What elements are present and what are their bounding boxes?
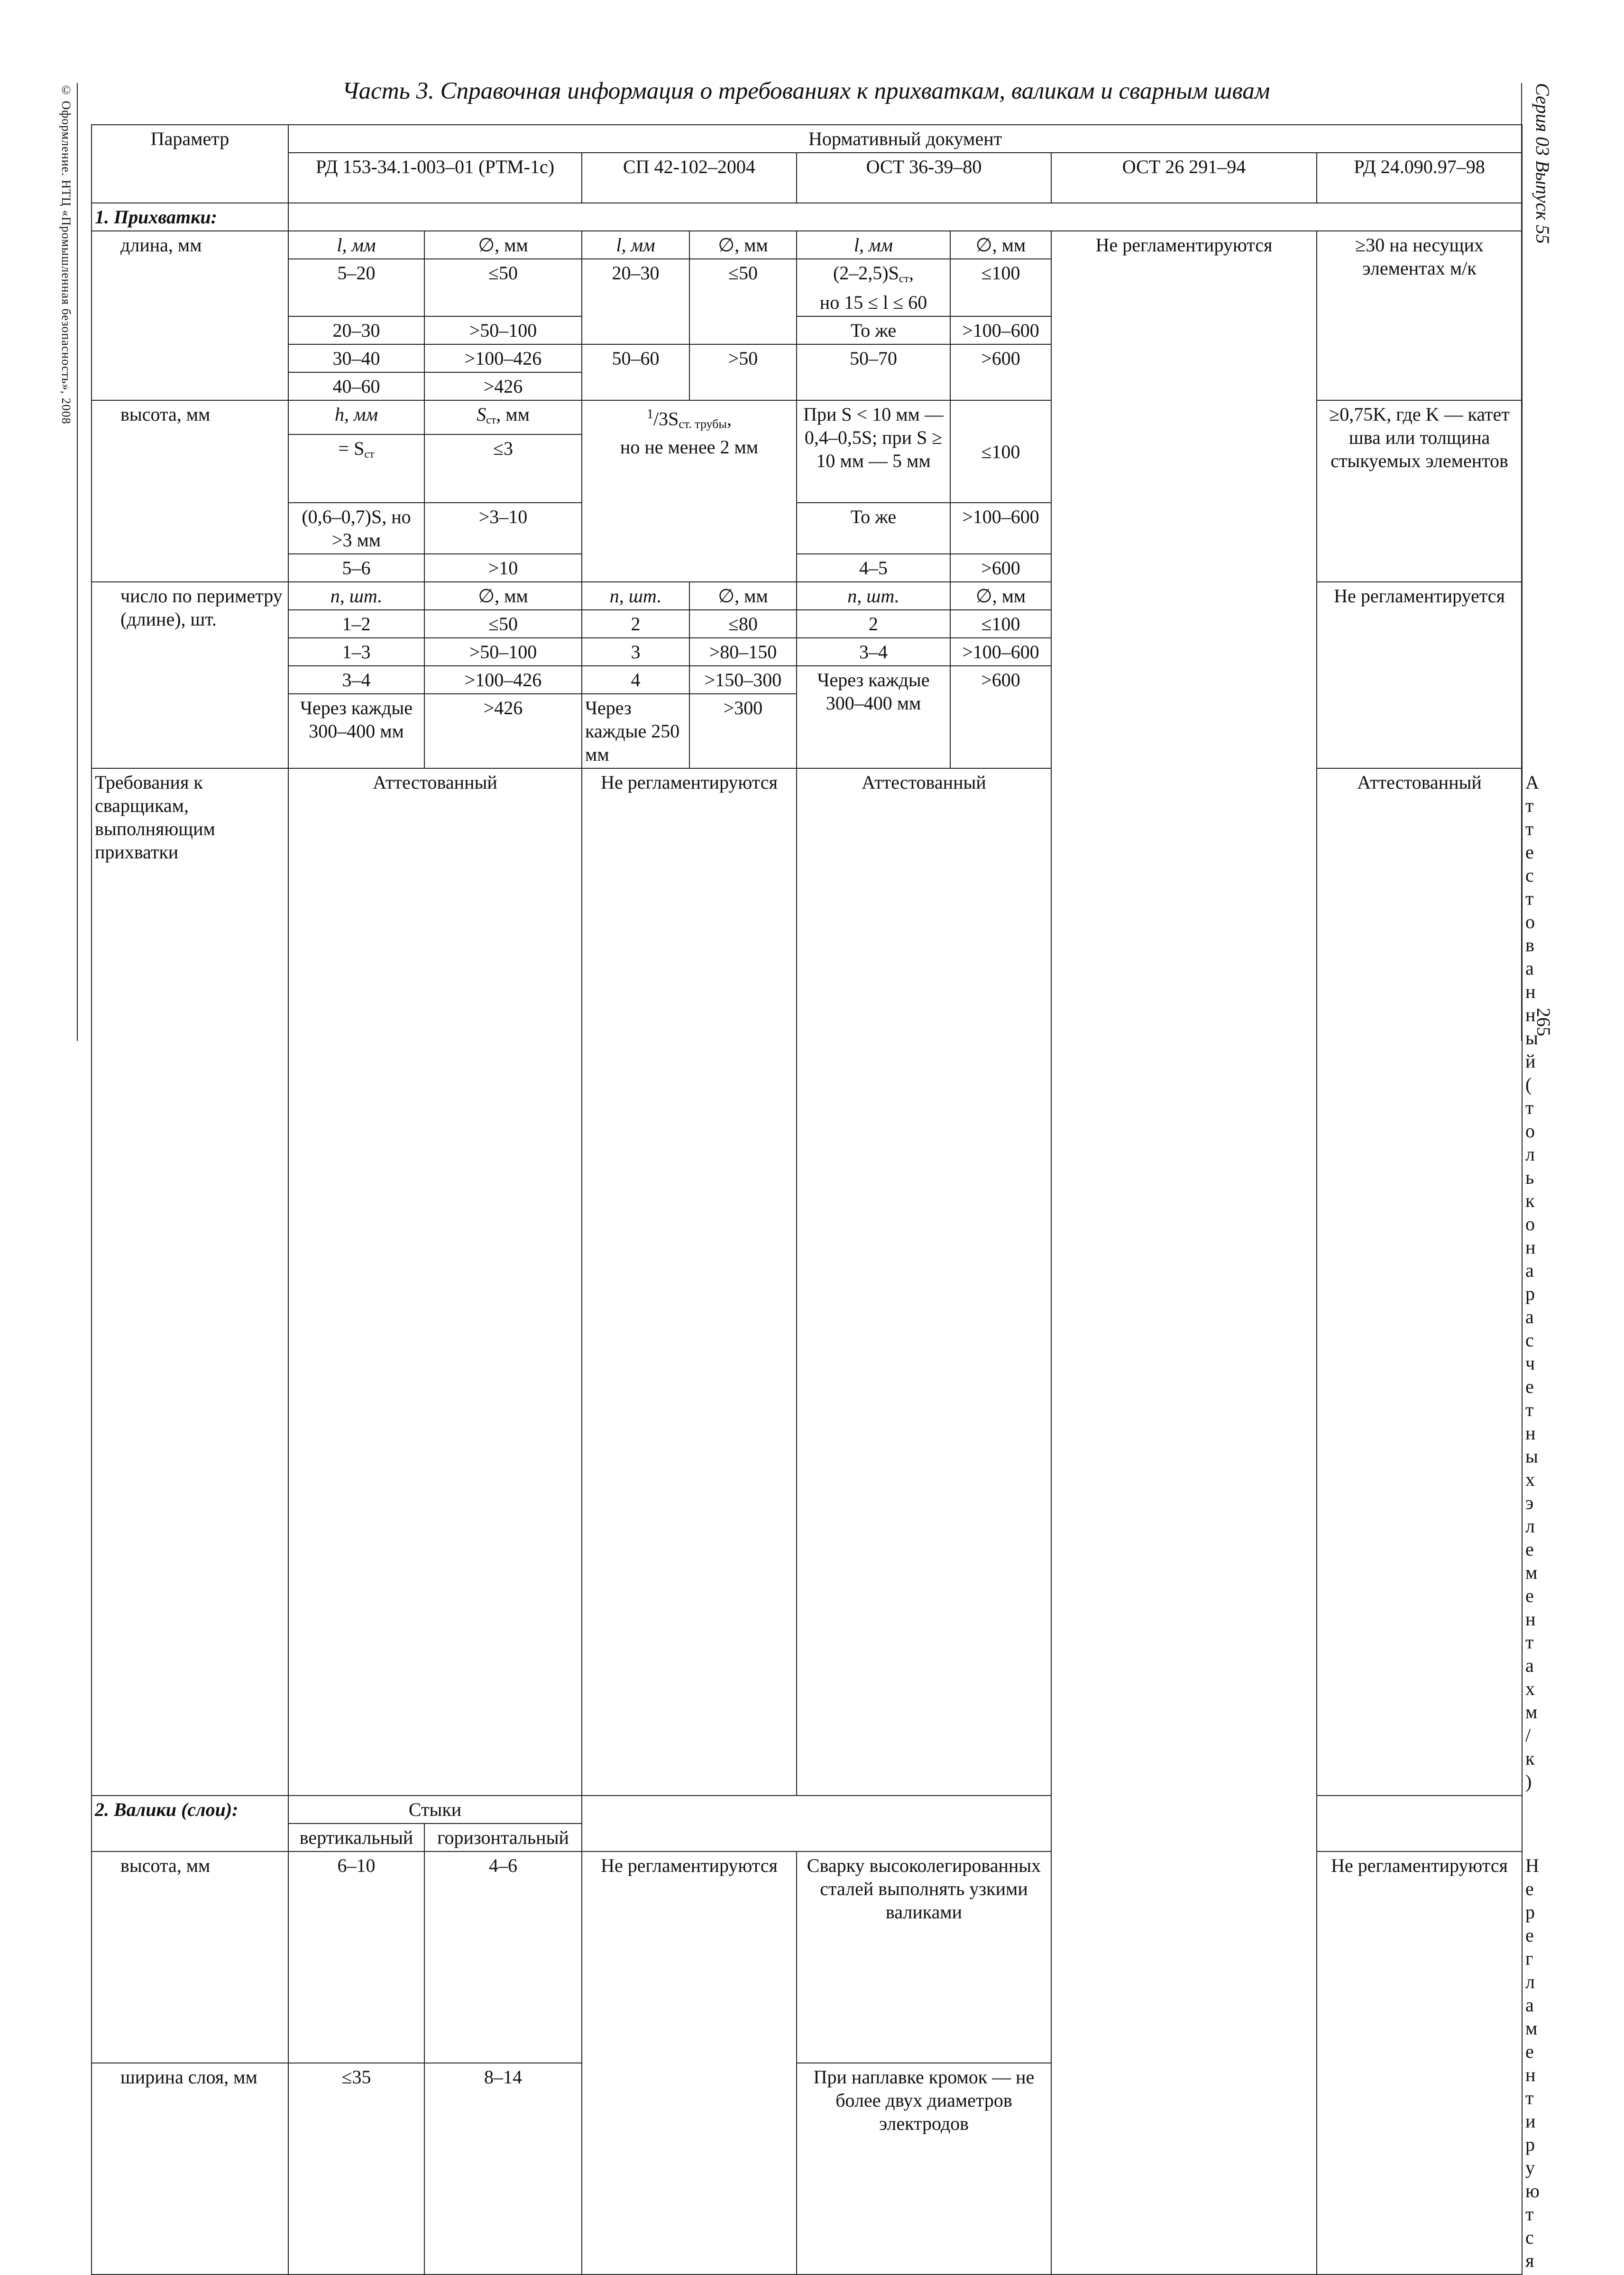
rd-length-l-header: l, мм [288, 231, 424, 259]
joints-vertical: вертикальный [288, 1824, 424, 1851]
rd-count-r1-n: 1–2 [288, 610, 424, 638]
doc-rd153: РД 153-34.1-003–01 (РТМ-1с) [288, 153, 582, 203]
length-label: длина, мм [92, 231, 288, 400]
sp-length-r2-d: >50 [689, 344, 797, 400]
rd-count-r3-n: 3–4 [288, 666, 424, 694]
ost36-height-r3-d: >600 [950, 554, 1051, 582]
ost36-length-r2-d: >100–600 [950, 316, 1051, 344]
ost36-length-l-header: l, мм [797, 231, 950, 259]
ost36-height-r2: То же [797, 503, 950, 554]
rd-height-r2-h: (0,6–0,7)S, но >3 мм [288, 503, 424, 554]
ost36-count-r1-n: 2 [797, 610, 950, 638]
rd-length-r1-d: ≤50 [424, 259, 582, 316]
ost26-bead-cell: Не регламентируются [1317, 1851, 1522, 2275]
sp-count-r1-n: 2 [582, 610, 689, 638]
sp-height-cell: $^1/3S_{ст. трубы}$, но не менее 2 мм [582, 400, 797, 582]
bead-height-horizontal: 4–6 [424, 1851, 582, 2063]
doc-rd24: РД 24.090.97–98 [1317, 153, 1522, 203]
section-1-blank [288, 203, 1522, 231]
ost36-count-n-header: n, шт. [797, 582, 950, 610]
sp-count-r1-d: ≤80 [689, 610, 797, 638]
rd-count-r4-d: >426 [424, 694, 582, 768]
left-margin-rule [77, 83, 78, 1041]
ost36-count-r2-d: >100–600 [950, 638, 1051, 666]
sp-count-r4-n: Через каждые 250 мм [582, 694, 689, 768]
ost36-length-r3-d: >600 [950, 344, 1051, 400]
ost26-welders: Аттестованный [1317, 768, 1522, 1796]
rd-length-r2-l: 20–30 [288, 316, 424, 344]
sp-count-r3-n: 4 [582, 666, 689, 694]
joints-header: Стыки [288, 1796, 582, 1824]
rd-length-r4-l: 40–60 [288, 372, 424, 400]
ost36-height-r2-d: >100–600 [950, 503, 1051, 554]
count-label: число по периметру (длине), шт. [92, 582, 288, 768]
bead-height-label: высота, мм [92, 1851, 288, 2063]
rd-height-r3-h: 5–6 [288, 554, 424, 582]
section-1-title: 1. Прихватки: [92, 203, 288, 231]
rd24-height-cell: ≥0,75K, где K — катет шва или толщина стыкуемых элементов [1317, 400, 1522, 582]
ost36-bead-height: Сварку высоколегированных сталей выполнять узкими валиками [797, 1851, 1051, 2063]
ost36-count-d-header: ∅, мм [950, 582, 1051, 610]
rd-height-h-header: h, мм [288, 400, 424, 434]
ost36-welders: Аттестованный [797, 768, 1051, 1796]
sp-count-r4-d: >300 [689, 694, 797, 768]
rd-welders: Аттестованный [288, 768, 582, 1796]
rd-height-r2-s: >3–10 [424, 503, 582, 554]
requirements-table: Параметр Нормативный документ РД 153-34.1-003–01 (РТМ-1с) СП 42-102–2004 ОСТ 36-39–80 ОСТ 26 291–94 РД 24.090.97–98 1. Прихватки: длина, мм l, мм ∅, мм l, мм ∅, мм l, мм ∅, мм Не регламентируются ≥30 на несущих элементах м/к 5–20 ≤50 20–30 ≤50 $(2-2,5)S_{ст}$, но 15 ≤ l ≤ 60 ≤100 20–30 >50–100 То же >100–600 30–40 >100–426 50–60 >50 50–70 >600 40–60 >426 высота, мм h, мм $S_{ст}$, мм $^1/3S_{ст. трубы}$, но не менее 2 мм При S < 10 мм — 0,4–0,5S; при S ≥ 10 мм — 5 мм ≤100 ≥0,75K, где K — катет шва или толщина стыкуемых элементов = $S_{ст}$ ≤3 (0,6–0,7)S, но >3 мм >3–10 То же >100–600 5–6 >10 4–5 >600 число по периметру (длине), шт. n, шт. ∅, мм n, шт. ∅, мм n, шт. ∅, мм Не регламентируется 1–2 ≤50 2 ≤80 2 ≤100 1–3 >50–100 3 >80–150 3–4 >100–600 3–4 >100–426 4 >150–300 Через каждые 300–400 мм >600 Через каждые 300–400 мм >426 Через каждые 250 мм >300 Требования к сварщикам, выполняющим прихватки Аттестованный Не регламентируются Аттестованный Аттестованный Аттестованный (только на расчетных элементах м/к) 2. Валики (слои): Стыки вертикальный горизонтальный высота, мм 6–10 4–6 Не регламентируются Сварку высоколегированных сталей выполнять узкими валиками Не регламентируются Не регламентируются ширина слоя, мм ≤35 8–14 При наплавке кромок — не более двух диаметров электродов [91, 124, 1523, 2275]
rd24-length-cell: ≥30 на несущих элементах м/к [1317, 231, 1522, 400]
rd-count-r3-d: >100–426 [424, 666, 582, 694]
sp-count-r2-n: 3 [582, 638, 689, 666]
rd-length-r3-d: >100–426 [424, 344, 582, 372]
copyright-note: © Оформление. НТЦ «Промышленная безопасность», 2008 [59, 83, 73, 424]
rd-length-r3-l: 30–40 [288, 344, 424, 372]
section-2-blank [582, 1796, 1522, 1851]
sp-bead-cell: Не регламентируются [582, 1851, 797, 2275]
doc-ost26: ОСТ 26 291–94 [1051, 153, 1317, 203]
sp-length-r1-d: ≤50 [689, 259, 797, 344]
joints-horizontal: горизонтальный [424, 1824, 582, 1851]
rd-height-r3-s: >10 [424, 554, 582, 582]
rd-count-r1-d: ≤50 [424, 610, 582, 638]
ost36-bead-width: При наплавке кромок — не более двух диаметров электродов [797, 2063, 1051, 2275]
sp-length-l-header: l, мм [582, 231, 689, 259]
rd-count-n-header: n, шт. [288, 582, 424, 610]
sp-length-r2-l: 50–60 [582, 344, 689, 400]
sp-welders: Не регламентируются [582, 768, 797, 1796]
ost36-length-r2-l: То же [797, 316, 950, 344]
rd-length-r1-l: 5–20 [288, 259, 424, 316]
page-number: 265 [1533, 1008, 1554, 1036]
ost36-count-r2-n: 3–4 [797, 638, 950, 666]
sp-length-d-header: ∅, мм [689, 231, 797, 259]
page-title: Часть 3. Справочная информация о требованиях к прихваткам, валикам и сварным швам [342, 78, 1270, 104]
sp-count-n-header: n, шт. [582, 582, 689, 610]
rd-length-r2-d: >50–100 [424, 316, 582, 344]
rd-count-r2-n: 1–3 [288, 638, 424, 666]
sp-count-r3-d: >150–300 [689, 666, 797, 694]
rd-length-r4-d: >426 [424, 372, 582, 400]
rd-count-r4-n: Через каждые 300–400 мм [288, 694, 424, 768]
ost36-length-r3-l: 50–70 [797, 344, 950, 400]
rd-height-r1-h: = $S_{ст}$ [288, 434, 424, 503]
sp-length-r1-l: 20–30 [582, 259, 689, 344]
ost36-count-r1-d: ≤100 [950, 610, 1051, 638]
ost36-count-r3-n: Через каждые 300–400 мм [797, 666, 950, 768]
ost36-height-r3: 4–5 [797, 554, 950, 582]
ost36-length-r1-l: $(2-2,5)S_{ст}$, но 15 ≤ l ≤ 60 [797, 259, 950, 316]
bead-height-vertical: 6–10 [288, 1851, 424, 2063]
series-label: Серия 03 Выпуск 55 [1532, 83, 1553, 244]
rd-height-r1-s: ≤3 [424, 434, 582, 503]
doc-sp42: СП 42-102–2004 [582, 153, 797, 203]
rd-height-s-header: $S_{ст}$, мм [424, 400, 582, 434]
height-label: высота, мм [92, 400, 288, 582]
doc-ost36: ОСТ 36-39–80 [797, 153, 1051, 203]
rd-length-d-header: ∅, мм [424, 231, 582, 259]
bead-width-label: ширина слоя, мм [92, 2063, 288, 2275]
norm-doc-header: Нормативный документ [288, 125, 1522, 153]
ost26-tack-cell: Не регламентируются [1051, 231, 1317, 2275]
ost36-length-d-header: ∅, мм [950, 231, 1051, 259]
rd-count-d-header: ∅, мм [424, 582, 582, 610]
bead-width-vertical: ≤35 [288, 2063, 424, 2275]
ost36-height-r1: При S < 10 мм — 0,4–0,5S; при S ≥ 10 мм — 5 мм [797, 400, 950, 503]
rd-count-r2-d: >50–100 [424, 638, 582, 666]
welders-label: Требования к сварщикам, выполняющим прихватки [92, 768, 288, 1796]
sp-count-r2-d: >80–150 [689, 638, 797, 666]
section-2-title: 2. Валики (слои): [92, 1796, 288, 1851]
ost36-count-r3-d: >600 [950, 666, 1051, 768]
rd24-count-cell: Не регламентируется [1317, 582, 1522, 768]
ost36-height-r1-d: ≤100 [950, 400, 1051, 503]
param-header: Параметр [92, 125, 288, 203]
bead-width-horizontal: 8–14 [424, 2063, 582, 2275]
ost36-length-r1-d: ≤100 [950, 259, 1051, 316]
sp-count-d-header: ∅, мм [689, 582, 797, 610]
